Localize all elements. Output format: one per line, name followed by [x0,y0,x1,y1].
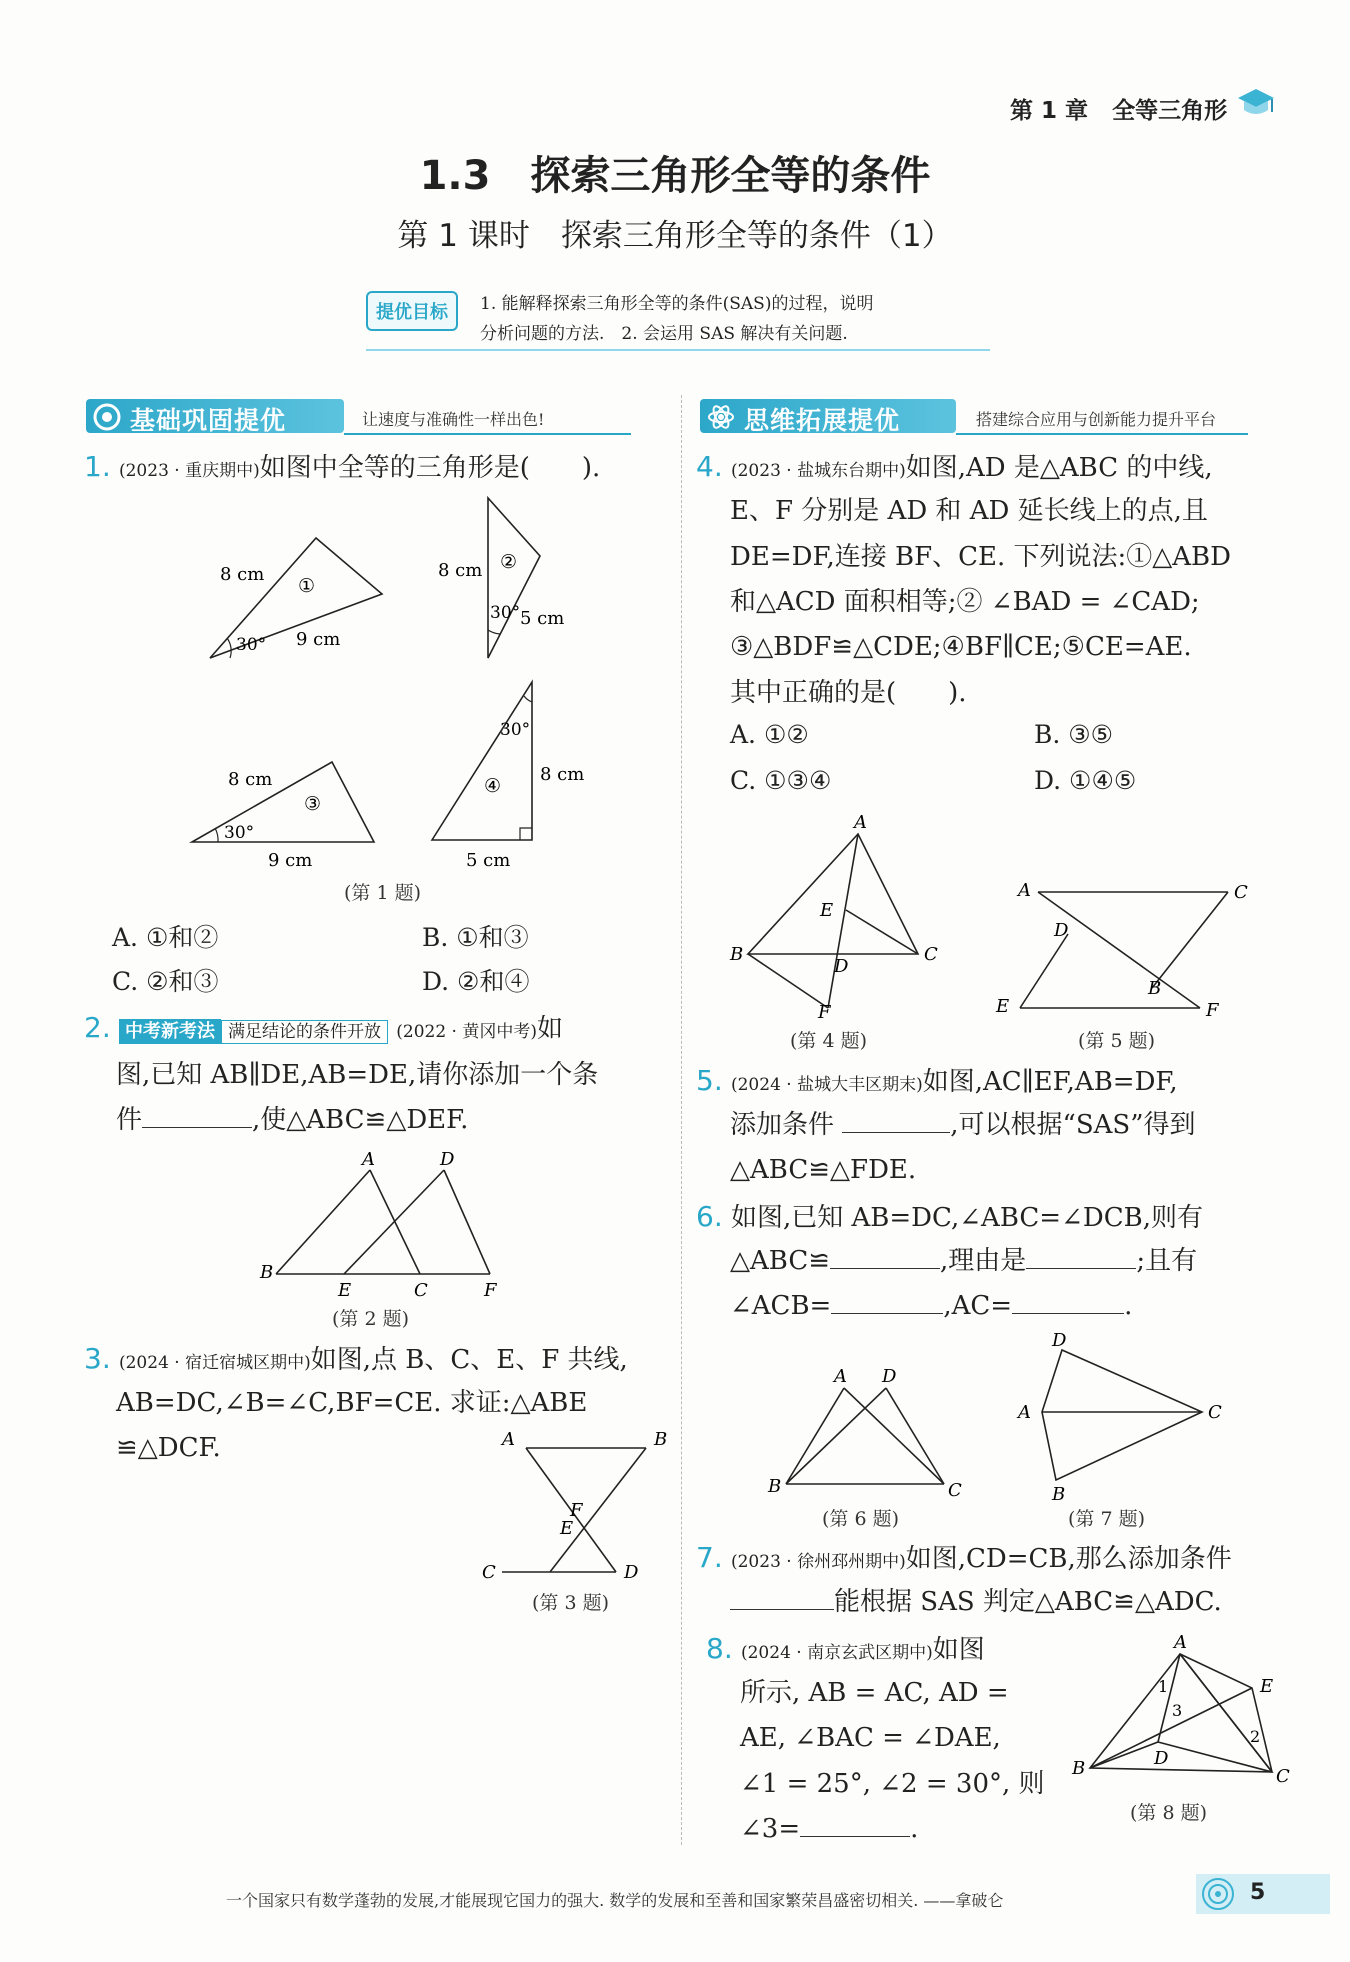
question-7-answer-blank[interactable] [730,1583,834,1610]
q3-label-e: E [560,1518,574,1539]
tri3-number: ③ [304,793,322,815]
question-6-line-3c: . [1124,1291,1133,1321]
question-4-line-5: ③△BDF≌△CDE;④BF∥CE;⑤CE=AE. [730,632,1192,662]
question-1-option-c[interactable]: C. ②和③ [112,967,219,996]
goal-line-1: 1. 能解释探索三角形全等的条件(SAS)的过程，说明 [480,294,874,314]
question-5-line-3: △ABC≌△FDE. [730,1155,917,1185]
q5-label-a: A [1018,880,1031,901]
left-banner-underline [344,433,631,435]
question-4-line-3: DE=DF,连接 BF、CE. 下列说法:①△ABD [730,542,1232,572]
question-6 [696,1194,1296,1241]
q4-label-e: E [820,900,834,921]
q2-label-a: A [362,1150,375,1170]
question-4 [696,444,1296,494]
q8-label-c: C [1276,1766,1290,1787]
tri4-angle: 30° [500,720,531,740]
question-5-line-2a: 添加条件 [730,1110,835,1140]
chapter-header [1010,92,1227,125]
question-3-line1: 如图,点 B、C、E、F 共线, [310,1345,628,1375]
triangle-3 [192,762,374,842]
question-8-line-5b: . [910,1814,919,1844]
question-2-line-3a: 件 [116,1105,143,1135]
q2-label-d: D [440,1150,455,1170]
question-6-line-2a: △ABC≌ [730,1246,831,1276]
question-8-source: (2024 · 南京玄武区期中) [740,1643,933,1663]
tri1-base-label: 9 cm [296,629,341,650]
q2-label-b: B [260,1262,274,1283]
q4-label-b: B [730,944,744,965]
question-8-figure [1070,1632,1290,1794]
q5-label-e: E [996,996,1010,1017]
question-4-option-d[interactable]: D. ①④⑤ [1034,766,1137,795]
question-5-answer-blank[interactable] [842,1106,950,1133]
question-3-source: (2024 · 宿迁宿城区期中) [118,1353,311,1373]
question-8-line-5a: ∠3= [740,1814,801,1844]
question-6-blank-3[interactable] [831,1287,943,1314]
question-2-tag: 中考新考法 [119,1019,221,1044]
q5-label-d: D [1054,920,1069,941]
q6-label-a: A [834,1366,847,1387]
footer-page-box [1196,1874,1330,1914]
q5-label-f: F [1206,1000,1219,1021]
question-8-line-2: 所示, AB = AC, AD = [740,1678,1009,1708]
question-2-caption: (第 2 题) [332,1308,409,1330]
tri1-number: ① [298,575,316,597]
question-1-caption: (第 1 题) [344,882,421,904]
q7-label-a: A [1018,1402,1031,1423]
question-3 [84,1336,674,1386]
question-2-line1-end: 如 [537,1014,564,1044]
question-2-line-3 [116,1098,468,1143]
question-6-line-3 [730,1284,1132,1329]
question-3-number: 3. [84,1342,111,1375]
page-number: 5 [1250,1880,1266,1905]
question-7-number: 7. [696,1541,723,1574]
chapter-title: 全等三角形 [1112,98,1228,124]
question-1-text: 如图中全等的三角形是( ). [259,453,601,483]
question-2-source: (2022 · 黄冈中考) [396,1022,537,1042]
q8-angle-3: 3 [1172,1701,1183,1720]
q3-label-d: D [624,1562,639,1583]
question-5-figure [990,876,1260,1026]
tri2-base-label: 5 cm [520,608,565,629]
question-7 [696,1535,1296,1585]
question-6-number: 6. [696,1200,723,1233]
question-6-line-2c: ;且有 [1136,1246,1198,1276]
question-1 [84,444,664,494]
left-banner-title: 基础巩固提优 [130,406,287,435]
question-5-caption: (第 5 题) [1078,1030,1155,1052]
question-6-blank-4[interactable] [1012,1287,1124,1314]
tri3-side-label: 8 cm [228,769,273,790]
question-1-option-d[interactable]: D. ②和④ [422,967,530,996]
question-4-caption: (第 4 题) [790,1030,867,1052]
question-8-line-5 [740,1807,918,1852]
graduation-cap-icon [1236,86,1276,122]
question-4-figure [724,812,954,1022]
question-8 [706,1626,1106,1676]
question-7-caption: (第 7 题) [1068,1508,1145,1530]
q6-label-b: B [768,1476,782,1497]
question-5-number: 5. [696,1064,723,1097]
question-2-answer-blank[interactable] [142,1101,252,1128]
spiral-icon [1200,1876,1236,1912]
q4-label-c: C [924,944,938,965]
question-2-line-2: 图,已知 AB∥DE,AB=DE,请你添加一个条 [116,1060,599,1090]
q2-label-c: C [414,1280,428,1300]
q6-label-c: C [948,1480,962,1500]
tri4-base-label: 5 cm [466,850,511,870]
question-5-source: (2024 · 盐城大丰区期末) [730,1075,923,1095]
question-5-line-2 [730,1103,1196,1148]
question-2-figure [250,1150,510,1300]
question-1-option-a[interactable]: A. ①和② [112,923,219,952]
q4-label-d: D [834,956,849,977]
left-section-banner [86,397,631,437]
tri3-base-label: 9 cm [268,850,313,870]
q8-label-b: B [1072,1758,1086,1779]
tri1-side-label: 8 cm [220,564,265,585]
question-6-line-2 [730,1239,1197,1284]
q8-angle-1: 1 [1158,1677,1169,1696]
q5-label-b: B [1148,978,1162,999]
question-4-source: (2023 · 盐城东台期中) [730,461,906,481]
question-4-line-2: E、F 分别是 AD 和 AD 延长线上的点,且 [730,496,1208,526]
question-4-line-6: 其中正确的是( ). [730,678,967,708]
section-title: 1.3 探索三角形全等的条件 [419,153,931,199]
q4-label-a: A [854,812,867,833]
question-2-tag-note: 满足结论的条件开放 [221,1020,388,1044]
question-2-line-3b: ,使△ABC≌△DEF. [252,1105,469,1135]
question-1-figure [180,490,600,870]
q6-label-d: D [882,1366,897,1387]
question-6-blank-1[interactable] [830,1242,940,1269]
tri1-angle: 30° [236,635,267,655]
tri4-side-label: 8 cm [540,764,585,785]
question-1-source: (2023 · 重庆期中) [118,461,260,481]
question-3-line-3: ≌△DCF. [116,1433,221,1463]
question-8-line-3: AE, ∠BAC = ∠DAE, [740,1723,1001,1753]
triangle-4 [432,682,532,840]
question-7-line-2-text: 能根据 SAS 判定△ABC≌△ADC. [834,1587,1222,1617]
question-2-number: 2. [84,1011,111,1044]
question-5 [696,1058,1296,1108]
question-3-line-2: AB=DC,∠B=∠C,BF=CE. 求证:△ABE [116,1388,588,1418]
question-5-line-2b: ,可以根据“SAS”得到 [950,1110,1196,1140]
question-3-figure [478,1430,678,1590]
goal-line-2: 分析问题的方法. 2. 会运用 SAS 解决有关问题. [480,324,848,344]
left-banner-subtitle: 让速度与准确性一样出色! [362,410,545,429]
footer-quote: 一个国家只有数学蓬勃的发展,才能展现它国力的强大. 数学的发展和至善和国家繁荣昌盛密切相关. ——拿破仑 [226,1891,1004,1910]
q2-label-e: E [338,1280,352,1300]
q7-label-c: C [1208,1402,1222,1423]
question-6-blank-2[interactable] [1026,1242,1136,1269]
question-1-number: 1. [84,450,111,483]
question-7-line-2 [730,1580,1222,1625]
goal-box [366,287,990,351]
question-6-caption: (第 6 题) [822,1508,899,1530]
question-4-line-4: 和△ACD 面积相等;② ∠BAD = ∠CAD; [730,587,1200,617]
q8-label-a: A [1174,1632,1187,1653]
tri2-side-label: 8 cm [438,560,483,581]
q7-label-b: B [1052,1484,1066,1504]
target-icon [92,402,122,432]
right-section-banner [700,397,1248,437]
q8-label-e: E [1260,1676,1274,1697]
question-6-line-3b: ,AC= [943,1291,1013,1321]
question-4-number: 4. [696,450,723,483]
question-6-figure [760,1360,980,1500]
q5-label-c: C [1234,882,1248,903]
question-8-caption: (第 8 题) [1130,1802,1207,1824]
question-4-option-b[interactable]: B. ③⑤ [1034,720,1114,749]
question-6-line-2b: ,理由是 [940,1246,1027,1276]
tri4-number: ④ [484,775,502,797]
q3-label-b: B [654,1430,668,1450]
triangle-2 [488,498,540,658]
question-8-answer-blank[interactable] [800,1810,910,1837]
question-6-line-3a: ∠ACB= [730,1291,832,1321]
question-3-caption: (第 3 题) [532,1592,609,1614]
right-banner-title: 思维拓展提优 [744,406,901,435]
question-8-number: 8. [706,1632,733,1665]
q4-label-f: F [818,1002,831,1022]
question-7-figure [1012,1332,1232,1504]
lesson-title: 第 1 课时 探索三角形全等的条件（1） [397,218,953,254]
q3-label-f: F [570,1500,583,1521]
column-divider [681,395,682,1845]
tri2-number: ② [500,551,518,573]
question-4-line1: 如图,AD 是△ABC 的中线, [905,453,1213,483]
question-7-line1: 如图,CD=CB,那么添加条件 [905,1544,1232,1574]
tri2-angle: 30° [490,603,521,623]
right-banner-underline [956,433,1248,435]
question-8-line1: 如图 [932,1635,985,1665]
q8-angle-2: 2 [1250,1727,1261,1746]
tri3-angle: 30° [224,823,255,843]
question-5-line1: 如图,AC∥EF,AB=DF, [922,1067,1178,1097]
question-6-line1: 如图,已知 AB=DC,∠ABC=∠DCB,则有 [730,1203,1203,1233]
question-2 [84,1005,674,1055]
q3-label-c: C [482,1562,496,1583]
goal-label: 提优目标 [366,291,458,331]
q7-label-d: D [1052,1332,1067,1351]
question-7-source: (2023 · 徐州邳州期中) [730,1552,906,1572]
question-4-option-a[interactable]: A. ①② [730,720,809,749]
question-4-option-c[interactable]: C. ①③④ [730,766,832,795]
q8-label-d: D [1154,1748,1169,1769]
question-8-line-4: ∠1 = 25°, ∠2 = 30°, 则 [740,1769,1045,1799]
right-banner-subtitle: 搭建综合应用与创新能力提升平台 [976,410,1217,429]
q2-label-f: F [484,1280,497,1300]
atom-icon [706,402,736,432]
question-1-option-b[interactable]: B. ①和③ [422,923,529,952]
chapter-number: 第 1 章 [1010,98,1089,124]
q3-label-a: A [502,1430,515,1450]
